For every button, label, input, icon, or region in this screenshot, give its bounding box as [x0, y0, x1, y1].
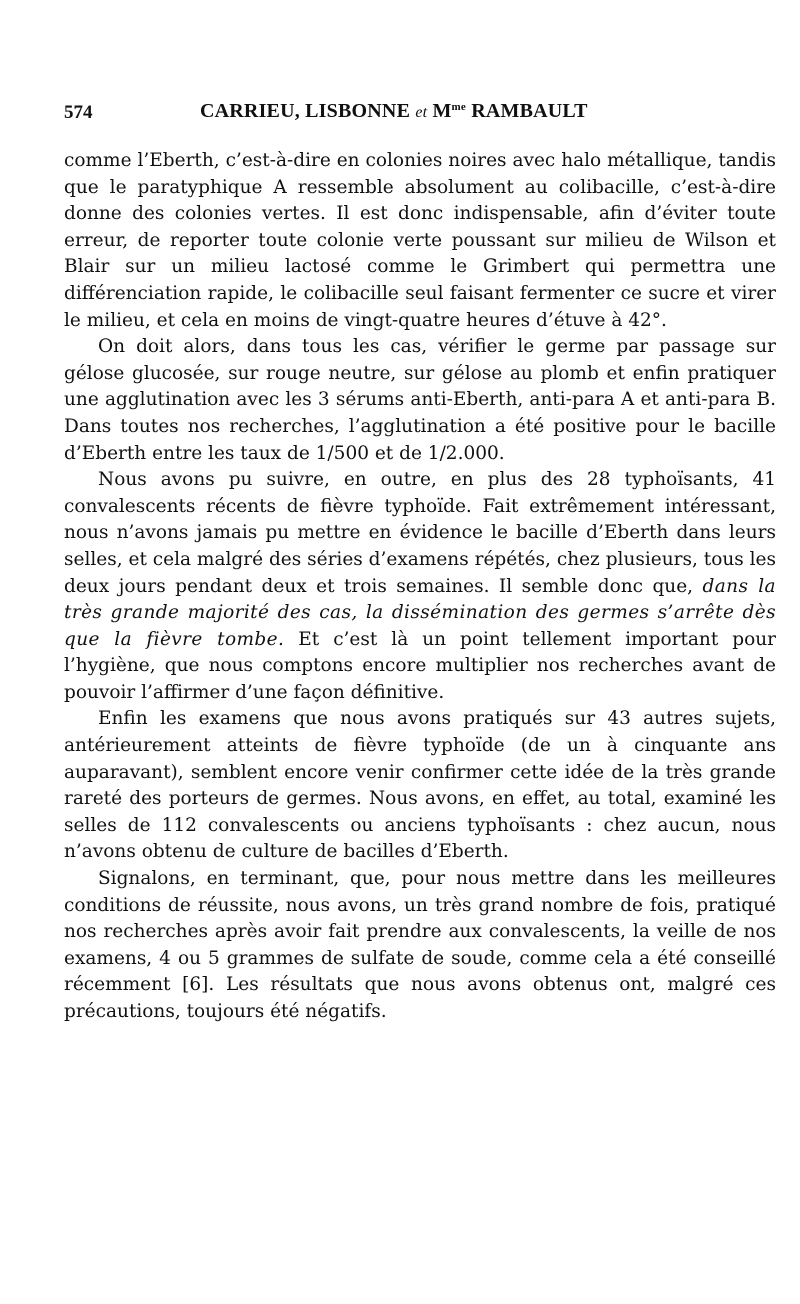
- paragraph-3-text-after: Et c’est là un point tellement important pour l’hygiène, que nous comptons encore multiplier nos recherches avant de pouvoir l’affirmer d’une façon définitive.: [64, 628, 776, 703]
- body-text: [64, 148, 776, 1026]
- paragraph-2: On doit alors, dans tous les cas, vérifier le germe par passage sur gélose glucosée, sur rouge neutre, sur gélose au plomb et enfin pratiquer une agglutination avec les 3 sérums anti-Eberth, anti-para A et anti-para B. Dans toutes nos recherches, l’agglutination a été positive pour le bacille d’Eberth entre les taux de 1/500 et de 1/2.000.: [64, 336, 776, 464]
- page-number: 574: [64, 102, 93, 123]
- paragraph-5: Signalons, en terminant, que, pour nous mettre dans les meilleures conditions de réussite, nous avons, un très grand nombre de fois, pratiqué nos recherches après avoir fait prendre aux convalescents, la veille de nos examens, 4 ou 5 grammes de sulfate de soude, comme cela a été conseillé récemment [6]. Les résultats que nous avons obtenus ont, malgré ces précautions, toujours été négatifs.: [64, 868, 776, 1022]
- paragraph-3: [64, 467, 776, 706]
- title-prefix: M: [432, 100, 452, 122]
- page: [64, 96, 776, 1026]
- paragraph-1: comme l’Eberth, c’est-à-dire en colonies noires avec halo métallique, tandis que le paratyphique A ressemble absolument au colibacille, c’est-à-dire donne des colonies vertes. Il est donc indispensable, afin d’éviter toute erreur, de reporter toute colonie verte poussant sur milieu de Wilson et Blair sur un milieu lactosé comme le Grimbert qui permettra une différenciation rapide, le colibacille seul faisant fermenter ce sucre et virer le milieu, et cela en moins de vingt-quatre heures d’étuve à 42°.: [64, 150, 776, 331]
- title-superscript: me: [451, 101, 466, 113]
- conjunction: et: [415, 104, 428, 121]
- running-header: [64, 96, 776, 130]
- authors-part2: RAMBAULT: [471, 100, 588, 122]
- paragraph-4: Enfin les examens que nous avons pratiqués sur 43 autres sujets, antérieurement atteints de fièvre typhoïde (de un à cinquante ans auparavant), semblent encore venir confirmer cette idée de la très grande rareté des porteurs de germes. Nous avons, en effet, au total, examiné les selles de 112 convalescents ou anciens typhoïsants : chez aucun, nous n’avons obtenu de culture de bacilles d’Eberth.: [64, 708, 776, 863]
- paragraph-3-text-before: Nous avons pu suivre, en outre, en plus des 28 typhoïsants, 41 convalescents récents de fièvre typhoïde. Fait extrêmement intéressant, nous n’avons jamais pu mettre en évidence le bacille d’Eberth dans leurs selles, et cela malgré des séries d’examens répétés, chez plusieurs, tous les deux jours pendant deux et trois semaines. Il semble donc que,: [64, 469, 776, 597]
- authors-part1: CARRIEU, LISBONNE: [200, 100, 411, 122]
- paragraph-3-italic-emphasis: dans la très grande majorité des cas, la dissémination des germes s’arrête dès que la fièvre tombe.: [64, 575, 776, 650]
- running-title: [200, 100, 588, 123]
